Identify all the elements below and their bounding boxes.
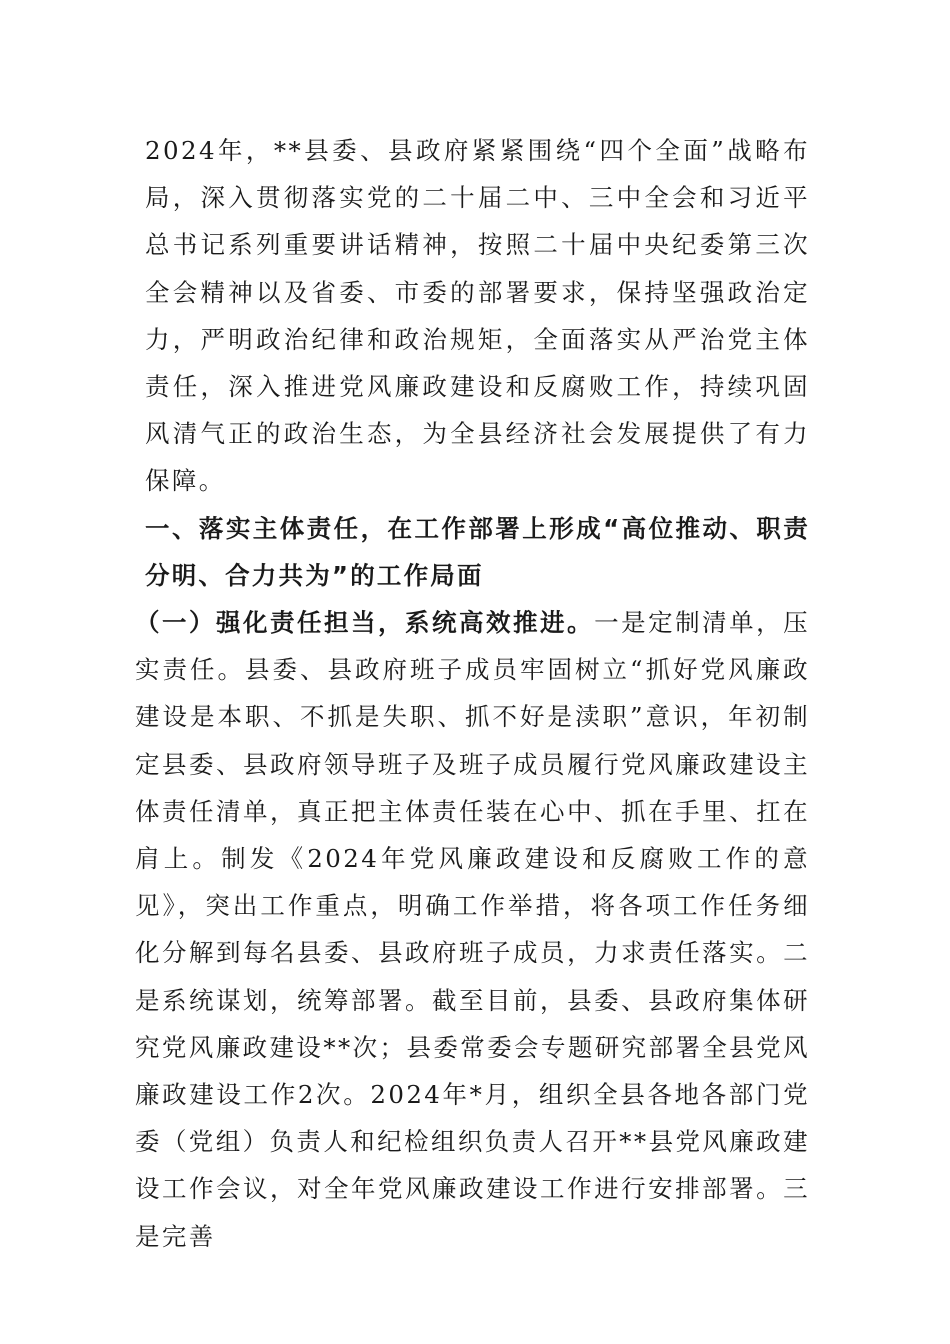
subsection-paragraph bbox=[135, 599, 810, 1260]
section-heading: 一、落实主体责任，在工作部署上形成“高位推动、职责分明、合力共为”的工作局面 bbox=[145, 513, 810, 590]
intro-paragraph: 2024年，**县委、县政府紧紧围绕“四个全面”战略布局，深入贯彻落实党的二十届二中、三中全会和习近平总书记系列重要讲话精神，按照二十届中央纪委第三次全会精神以及省委、市委的部署要求，保持坚强政治定力，严明政治纪律和政治规矩，全面落实从严治党主体责任，深入推进党风廉政建设和反腐败工作，持续巩固风清气正的政治生态，为全县经济社会发展提供了有力保障。 bbox=[145, 136, 810, 496]
document-body bbox=[135, 127, 810, 1260]
subsection-body: 一是定制清单，压实责任。县委、县政府班子成员牢固树立“抓好党风廉政建设是本职、不抓是失职、抓不好是渎职”意识，年初制定县委、县政府领导班子及班子成员履行党风廉政建设主体责任清单，真正把主体责任装在心中、抓在手里、扛在肩上。制发《2024年党风廉政建设和反腐败工作的意见》，突出工作重点，明确工作举措，将各项工作任务细化分解到每名县委、县政府班子成员，力求责任落实。二是系统谋划，统筹部署。截至目前，县委、县政府集体研究党风廉政建设**次；县委常委会专题研究部署全县党风廉政建设工作2次。2024年*月，组织全县各地各部门党委（党组）负责人和纪检组织负责人召开**县党风廉政建设工作会议，对全年党风廉政建设工作进行安排部署。三是完善 bbox=[135, 608, 810, 1251]
subsection-heading: （一）强化责任担当，系统高效推进。 bbox=[135, 608, 595, 638]
